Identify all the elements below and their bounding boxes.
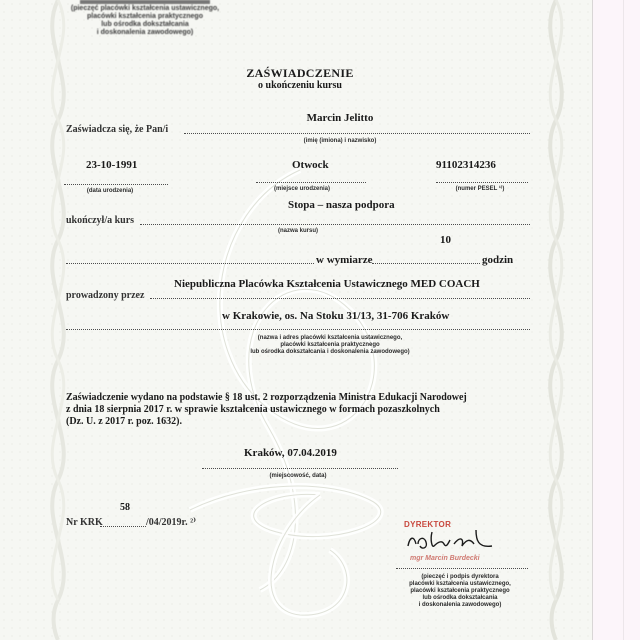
institution-caption-line-3: lub ośrodka dokształcania i doskonalenia zawodowego) [250, 349, 410, 355]
course-name-value: Stopa – nasza podpora [288, 199, 395, 211]
director-signature-line [396, 568, 528, 569]
full-name-caption: (imię (imiona) i nazwisko) [303, 138, 377, 144]
stamp-line-3: lub ośrodka dokształcania [101, 21, 189, 28]
legal-basis-line-1: Zaświadczenie wydano na podstawie § 18 ust. 2 rozporządzenia Ministra Edukacji Narodowej [66, 392, 467, 403]
hours-line [372, 263, 480, 264]
institution-caption-line-1: (nazwa i adres placówki kształcenia ustawicznego, [257, 335, 403, 341]
registry-suffix-label: /04/2019r. ²⁾ [146, 517, 197, 528]
scan-background-margin [593, 0, 640, 640]
pesel-value: 91102314236 [436, 159, 496, 171]
birth-place-caption: (miejsce urodzenia) [273, 186, 330, 192]
document-title: ZAŚWIADCZENIE [246, 66, 354, 80]
conducted-by-label: prowadzony przez [66, 290, 145, 301]
pesel-caption: (numer PESEL ¹⁾) [455, 186, 505, 192]
birth-date-line [64, 184, 168, 185]
director-stamp-name: mgr Marcin Burdecki [410, 555, 480, 562]
pesel-line [436, 182, 528, 183]
signature-icon [404, 526, 494, 556]
right-border-ornament-icon [536, 0, 576, 640]
scan-crease-line [623, 0, 624, 640]
place-date-value: Kraków, 07.04.2019 [244, 447, 337, 459]
birth-date-value: 23-10-1991 [86, 159, 138, 171]
director-caption-line-5: i doskonalenia zawodowego) [418, 602, 502, 608]
place-date-line [202, 468, 398, 469]
legal-basis-line-3: (Dz. U. z 2017 r. poz. 1632). [66, 416, 183, 427]
institution-caption-line-2: placówki kształcenia praktycznego [280, 342, 380, 348]
certifies-label: Zaświadcza się, że Pan/i [66, 124, 169, 135]
director-caption-line-1: (pieczęć i podpis dyrektora [421, 574, 499, 580]
legal-basis-line-2: z dnia 18 sierpnia 2017 r. w sprawie kształcenia ustawicznego w formach pozaszkolnych [66, 404, 440, 415]
registry-prefix-label: Nr KRK [66, 517, 103, 528]
birth-date-caption: (data urodzenia) [86, 188, 134, 194]
registry-number-value: 58 [120, 502, 130, 513]
hours-unit-label: godzin [482, 254, 514, 266]
hours-leading-line [66, 263, 314, 264]
document-subtitle: o ukończeniu kursu [258, 80, 342, 91]
stamp-line-2: placówki kształcenia praktycznego [87, 13, 203, 20]
course-name-caption: (nazwa kursu) [277, 228, 318, 234]
course-name-line [140, 224, 530, 225]
registry-number-line [100, 526, 146, 527]
institution-name-value: Niepubliczna Placówka Kształcenia Ustawicznego MED COACH [174, 278, 480, 290]
director-caption-line-3: placówki kształcenia praktycznego [410, 588, 510, 594]
left-border-ornament-icon [38, 0, 78, 640]
birth-place-line [256, 182, 366, 183]
institution-address-value: w Krakowie, os. Na Stoku 31/13, 31-706 Kraków [222, 310, 450, 322]
full-name-value: Marcin Jelitto [306, 112, 374, 124]
institution-address-line [66, 329, 530, 330]
director-caption-line-2: placówki kształcenia ustawicznego, [409, 581, 511, 587]
full-name-line [184, 133, 530, 134]
place-date-caption: (miejscowość, data) [269, 473, 327, 479]
birth-place-value: Otwock [292, 159, 329, 171]
legal-basis [66, 392, 536, 428]
institution-caption [230, 335, 430, 356]
stamp-line-1: (pieczęć placówki kształcenia ustawicznego, [70, 5, 220, 12]
duration-label: w wymiarze [316, 254, 373, 266]
stamp-line-4: i doskonalenia zawodowego) [96, 29, 194, 36]
director-caption [400, 574, 520, 609]
institution-stamp-caption [70, 0, 220, 37]
stamp-bar [80, 0, 210, 4]
director-stamp-title: DYREKTOR [404, 520, 452, 529]
completed-course-label: ukończył/a kurs [66, 215, 135, 226]
hours-value: 10 [440, 234, 451, 246]
institution-name-line [150, 298, 530, 299]
director-caption-line-4: lub ośrodka dokształcania [422, 595, 498, 601]
